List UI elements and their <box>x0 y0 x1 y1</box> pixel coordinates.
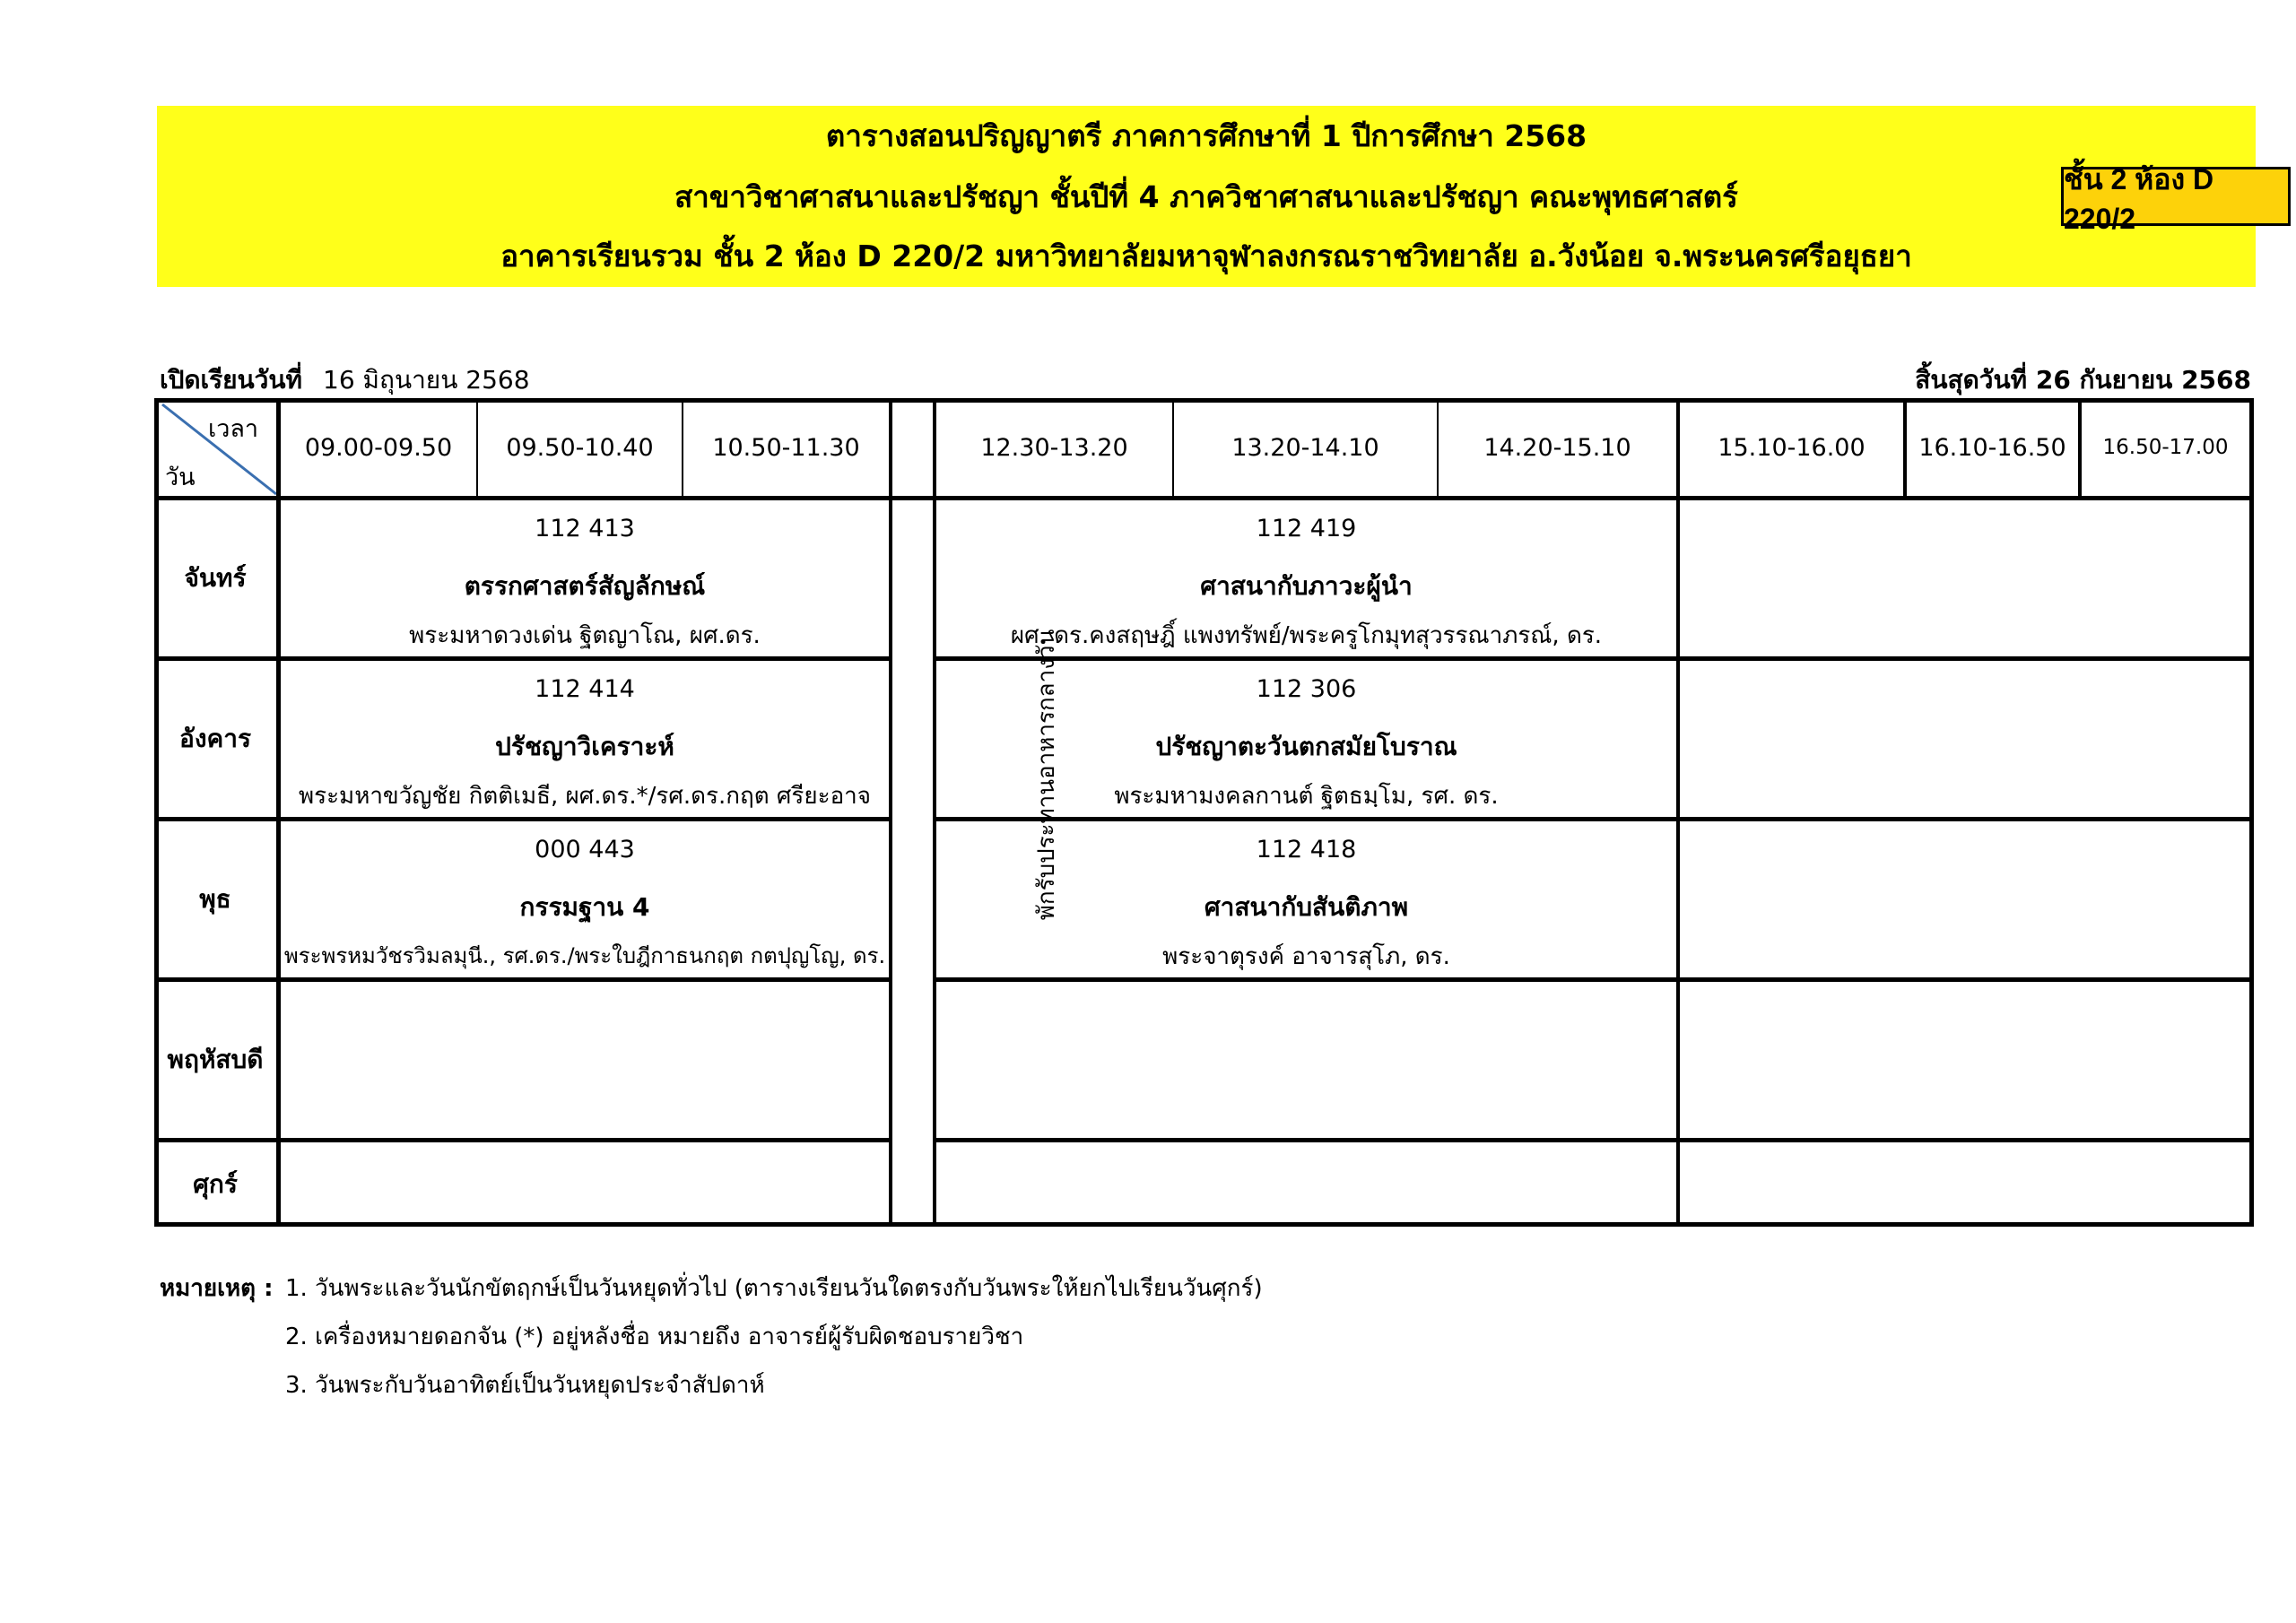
open-date-value: 16 มิถุนายน 2568 <box>323 365 530 395</box>
day-label: พุธ <box>199 884 231 914</box>
day-label: อังคาร <box>179 724 251 753</box>
time-slot: 09.00-09.50 <box>304 433 453 462</box>
note-item: 3. วันพระกับวันอาทิตย์เป็นวันหยุดประจำสัปดาห์ <box>285 1372 765 1399</box>
day-label: จันทร์ <box>184 563 247 593</box>
row-divider <box>154 977 2254 982</box>
course-cell-tuesday-afternoon <box>936 661 1676 817</box>
course-code: 112 413 <box>535 515 635 542</box>
header-band <box>157 106 2256 287</box>
note-item: 2. เครื่องหมายดอกจัน (*) อยู่หลังชื่อ หมายถึง อาจารย์ผู้รับผิดชอบรายวิชา <box>285 1324 1024 1350</box>
end-date-text: สิ้นสุดวันที่ 26 กันยายน 2568 <box>1915 365 2251 395</box>
course-title: ตรรกศาสตร์สัญลักษณ์ <box>464 571 706 601</box>
time-slot: 09.50-10.40 <box>506 433 654 462</box>
day-label: พฤหัสบดี <box>167 1045 264 1074</box>
time-slot: 16.10-16.50 <box>1918 433 2066 462</box>
course-cell-wednesday-morning <box>281 821 889 977</box>
course-teacher: พระมหามงคลกานต์ ฐิตธมฺโม, รศ. ดร. <box>1114 783 1499 810</box>
afternoon-divider <box>1676 398 1680 1227</box>
corner-time-label: เวลา <box>208 415 259 443</box>
day-label: ศุกร์ <box>193 1169 238 1199</box>
course-cell-monday-morning <box>281 500 889 656</box>
time-slot: 14.20-15.10 <box>1483 433 1631 462</box>
time-slot: 10.50-11.30 <box>712 433 860 462</box>
course-teacher: พระจาตุรงค์ อาจารสุโภ, ดร. <box>1162 943 1450 970</box>
course-cell-wednesday-afternoon <box>936 821 1676 977</box>
course-code: 112 306 <box>1256 675 1357 703</box>
lunch-column-mask <box>892 500 933 1222</box>
course-code: 112 414 <box>535 675 635 703</box>
time-slot: 16.50-17.00 <box>2102 436 2229 459</box>
course-teacher: พระพรหมวัชรวิมลมุนี., รศ.ดร./พระใบฎีกาธนกฤต กตปุญโญ, ดร. <box>283 943 886 968</box>
timetable <box>154 398 2254 1227</box>
lunch-left-divider <box>889 398 892 1227</box>
course-cell-monday-afternoon <box>936 500 1676 656</box>
course-cell-tuesday-morning <box>281 661 889 817</box>
time-slot: 13.20-14.10 <box>1231 433 1379 462</box>
row-divider <box>154 1138 2254 1142</box>
course-title: ศาสนากับภาวะผู้นำ <box>1200 571 1413 601</box>
header-location: อาคารเรียนรวม ชั้น 2 ห้อง D 220/2 มหาวิทยาลัยมหาจุฬาลงกรณราชวิทยาลัย อ.วังน้อย จ.พระนครศรีอยุธยา <box>500 239 1912 273</box>
course-teacher: พระมหาขวัญชัย กิตติเมธี, ผศ.ดร.*/รศ.ดร.กฤต ศรียะอาจ <box>298 783 872 810</box>
note-item: 1. วันพระและวันนักขัตฤกษ์เป็นวันหยุดทั่วไป (ตารางเรียนวันใดตรงกับวันพระให้ยกไปเรียนวันศุกร์) <box>285 1275 1263 1302</box>
course-code: 000 443 <box>535 836 635 864</box>
course-teacher: พระมหาดวงเด่น ฐิตญาโณ, ผศ.ดร. <box>409 622 761 649</box>
notes-label: หมายเหตุ : <box>160 1275 274 1302</box>
time-slot: 12.30-13.20 <box>980 433 1128 462</box>
open-date-label: เปิดเรียนวันที่ <box>160 365 303 395</box>
course-code: 112 419 <box>1256 515 1357 542</box>
room-badge: ชั้น 2 ห้อง D 220/2 <box>2061 167 2291 226</box>
course-title: ปรัชญาตะวันตกสมัยโบราณ <box>1155 732 1457 761</box>
header-title: ตารางสอนปริญญาตรี ภาคการศึกษาที่ 1 ปีการศึกษา 2568 <box>825 118 1587 153</box>
course-title: ปรัชญาวิเคราะห์ <box>495 732 674 761</box>
course-title: กรรมฐาน 4 <box>519 892 650 922</box>
course-code: 112 418 <box>1256 836 1357 864</box>
course-title: ศาสนากับสันติภาพ <box>1204 892 1409 922</box>
lunch-break-label: พักรับประทานอาหารกลางวัน <box>1033 629 1060 921</box>
course-teacher: ผศ. ดร.คงสฤษฎิ์ แพงทรัพย์/พระครูโกมุทสุวรรณาภรณ์, ดร. <box>1010 622 1603 649</box>
corner-day-label: วัน <box>165 464 196 491</box>
time-slot: 15.10-16.00 <box>1718 433 1866 462</box>
header-program: สาขาวิชาศาสนาและปรัชญา ชั้นปีที่ 4 ภาควิชาศาสนาและปรัชญา คณะพุทธศาสตร์ <box>674 179 1738 214</box>
